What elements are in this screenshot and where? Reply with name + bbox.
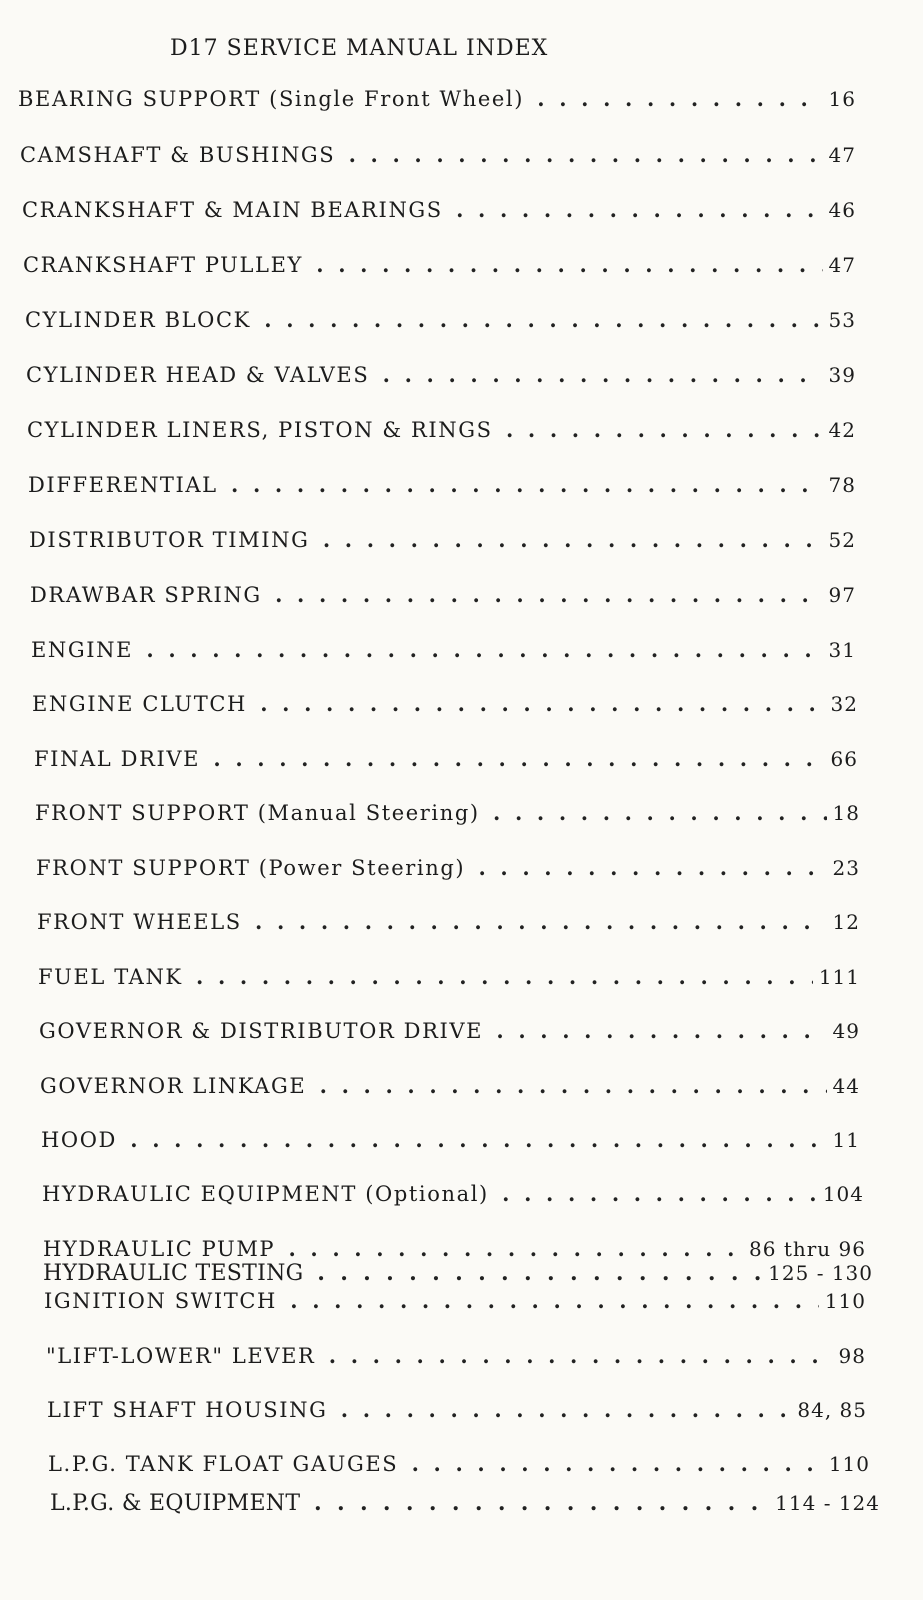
entry-label: CYLINDER BLOCK	[25, 308, 251, 332]
index-entry	[30, 582, 856, 607]
entry-label: FRONT SUPPORT (Manual Steering)	[35, 801, 480, 825]
entry-page: 86 thru 96	[749, 1237, 866, 1261]
entry-page: 110	[824, 1289, 866, 1313]
dot-leader	[268, 582, 823, 607]
entry-page: 18	[832, 801, 860, 825]
index-entry	[34, 746, 858, 771]
entry-label: CYLINDER LINERS, PISTON & RINGS	[27, 418, 493, 442]
entry-page: 97	[828, 583, 856, 607]
index-entry	[38, 964, 860, 989]
index-entry	[28, 472, 856, 497]
dot-leader	[486, 800, 827, 825]
entry-label: HYDRAULIC TESTING	[43, 1261, 304, 1286]
entry-page: 66	[830, 747, 858, 771]
entry-label: CRANKSHAFT & MAIN BEARINGS	[22, 198, 443, 222]
entry-label: DIFFERENTIAL	[28, 473, 218, 497]
dot-leader	[341, 142, 822, 167]
entry-label: ENGINE	[31, 638, 134, 662]
index-entry	[43, 1236, 866, 1261]
index-entry	[50, 1490, 880, 1516]
dot-leader	[489, 1018, 826, 1043]
dot-leader	[495, 1181, 817, 1206]
dot-leader	[333, 1397, 791, 1422]
entry-page: 49	[832, 1019, 860, 1043]
dot-leader	[189, 964, 813, 989]
entry-label: HYDRAULIC PUMP	[43, 1237, 276, 1261]
index-entry	[31, 637, 856, 662]
entry-page: 11	[832, 1128, 860, 1152]
entry-page: 110	[828, 1452, 870, 1476]
dot-leader	[257, 307, 823, 332]
index-entry	[41, 1127, 860, 1152]
index-entry	[29, 527, 856, 552]
index-entry	[42, 1181, 864, 1206]
dot-leader	[375, 362, 822, 387]
dot-leader	[449, 197, 823, 222]
entry-label: FUEL TANK	[38, 965, 183, 989]
index-entry	[27, 417, 856, 442]
index-entry	[37, 909, 860, 934]
index-entry	[20, 142, 856, 167]
index-entry	[46, 1343, 866, 1368]
entry-page: 31	[828, 638, 856, 662]
dot-leader	[310, 1260, 763, 1286]
dot-leader	[283, 1288, 819, 1313]
index-entry	[39, 1018, 860, 1043]
dot-leader	[530, 86, 823, 111]
entry-page: 111	[818, 965, 860, 989]
entry-label: "LIFT-LOWER" LEVER	[46, 1344, 316, 1368]
entry-page: 114 - 124	[775, 1491, 880, 1515]
entry-label: FRONT WHEELS	[37, 910, 242, 934]
entry-page: 44	[832, 1074, 860, 1098]
index-entry	[35, 800, 860, 825]
entry-label: CAMSHAFT & BUSHINGS	[20, 143, 336, 167]
index-entry	[36, 855, 860, 880]
dot-leader	[224, 472, 823, 497]
entry-label: L.P.G. TANK FLOAT GAUGES	[48, 1452, 399, 1476]
entry-page: 39	[828, 363, 856, 387]
entry-page: 47	[828, 143, 856, 167]
entry-label: L.P.G. & EQUIPMENT	[50, 1491, 301, 1516]
index-entry	[32, 691, 858, 716]
entry-label: DRAWBAR SPRING	[30, 583, 262, 607]
entry-page: 52	[828, 528, 856, 552]
entry-page: 125 - 130	[768, 1261, 873, 1285]
entry-label: GOVERNOR LINKAGE	[40, 1074, 307, 1098]
dot-leader	[253, 691, 825, 716]
entry-label: HYDRAULIC EQUIPMENT (Optional)	[42, 1182, 489, 1206]
entry-page: 12	[832, 910, 860, 934]
entry-page: 32	[830, 692, 858, 716]
entry-page: 42	[828, 418, 856, 442]
dot-leader	[123, 1127, 827, 1152]
entry-page: 16	[828, 87, 856, 111]
dot-leader	[309, 252, 823, 277]
dot-leader	[316, 527, 823, 552]
index-entry	[18, 86, 856, 111]
dot-leader	[471, 855, 826, 880]
index-entry	[40, 1073, 860, 1098]
index-entry	[25, 307, 856, 332]
entry-page: 78	[828, 473, 856, 497]
entry-label: CRANKSHAFT PULLEY	[23, 253, 303, 277]
dot-leader	[499, 417, 823, 442]
entry-page: 53	[828, 308, 856, 332]
index-entry	[43, 1260, 873, 1286]
entry-label: LIFT SHAFT HOUSING	[47, 1398, 328, 1422]
entry-label: CYLINDER HEAD & VALVES	[26, 363, 370, 387]
entry-page: 84, 85	[797, 1398, 867, 1422]
entry-label: HOOD	[41, 1128, 117, 1152]
dot-leader	[306, 1490, 769, 1516]
dot-leader	[206, 746, 824, 771]
index-entry	[48, 1451, 870, 1476]
dot-leader	[321, 1343, 832, 1368]
entry-page: 23	[832, 856, 860, 880]
entry-page: 104	[822, 1182, 864, 1206]
dot-leader	[139, 637, 822, 662]
index-entry	[44, 1288, 866, 1313]
dot-leader	[312, 1073, 826, 1098]
entry-label: ENGINE CLUTCH	[32, 692, 247, 716]
index-entry	[26, 362, 856, 387]
index-entry	[47, 1397, 867, 1422]
entry-page: 46	[828, 198, 856, 222]
entry-label: FRONT SUPPORT (Power Steering)	[36, 856, 466, 880]
entry-page: 47	[828, 253, 856, 277]
entry-label: FINAL DRIVE	[34, 747, 201, 771]
dot-leader	[281, 1236, 743, 1261]
entry-label: GOVERNOR & DISTRIBUTOR DRIVE	[39, 1019, 484, 1043]
dot-leader	[248, 909, 827, 934]
entry-label: IGNITION SWITCH	[44, 1289, 277, 1313]
entry-label: BEARING SUPPORT (Single Front Wheel)	[18, 87, 524, 111]
index-entry	[23, 252, 856, 277]
page-title: D17 SERVICE MANUAL INDEX	[170, 36, 549, 61]
entry-page: 98	[838, 1344, 866, 1368]
entry-label: DISTRIBUTOR TIMING	[29, 528, 310, 552]
index-entry	[22, 197, 856, 222]
dot-leader	[404, 1451, 823, 1476]
